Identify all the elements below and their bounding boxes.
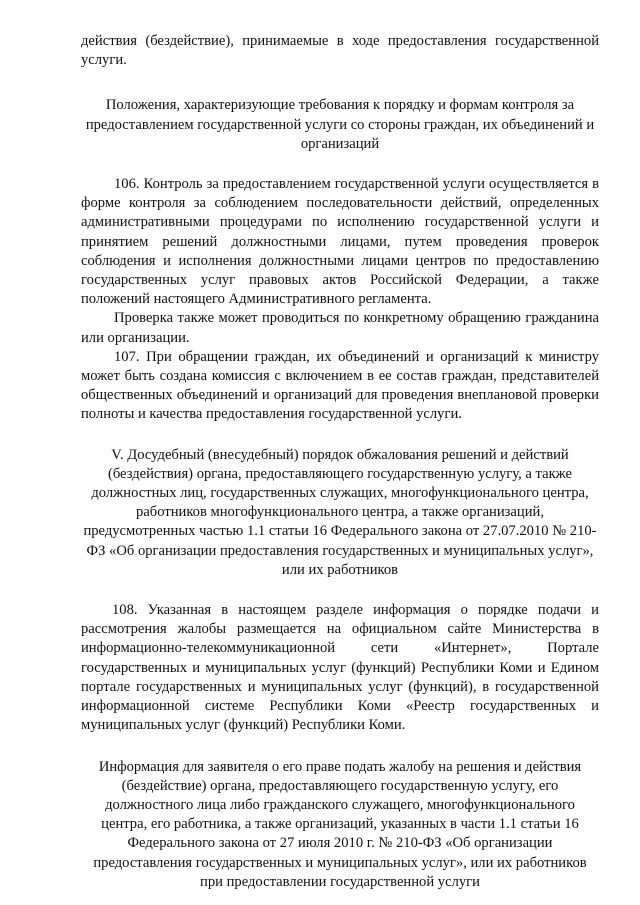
spacer [81,70,599,96]
control-heading: Положения, характеризующие требования к порядку и формам контроля за предоставлением государственной услуги со стороны граждан, их объединений и организаций [85,97,595,152]
paragraph-108: 108. Указанная в настоящем разделе информация о порядке подачи и рассмотрения жалобы размещается на официальном сайте Министерства в информационно-телекоммуникационной сети «Интернет», Портале государственных и муниципальных услуг (функций) Республики Коми и Едином портале государственных и муниципальных услуг (функций), в государственной информационной системе Республики Коми «Реестр государственных и муниципальных услуг (функций) Республики Коми. [81,602,599,734]
document-page [81,32,599,892]
paragraph-107: 107. При обращении граждан, их объединений и организаций к министру может быть создана комиссия с включением в ее состав граждан, представителей общественных объединений и организаций для проведения внеплановой проверки полноты и качества предоставления государственной услуги. [81,348,599,423]
paragraph-check: Проверка также может проводиться по конкретному обращению гражданина или организации. [81,310,599,346]
spacer [81,736,599,758]
section-v-heading: V. Досудебный (внесудебный) порядок обжалования решений и действий (бездействия) органа, предоставляющего государственную услугу, а также должностных лиц, государственных служащих, многофункционального центра, работников многофункционального центра, а также организаций, предусмотренных частью 1.1 статьи 16 Федерального закона от 27.07.2010 № 210-ФЗ «Об организации предоставления государственных и муниципальных услуг», или их работников [83,446,597,578]
paragraph-106: 106. Контроль за предоставлением государственной услуги осуществляется в форме контроля за соблюдением последовательности действий, определенных административными процедурами по исполнению государственной услуги и принятием решений должностными лицами, путем проведения проверок соблюдения и исполнения должностными лицами центров по предоставлению государственных услуг правовых актов Российской Федерации, а также положений настоящего Административного регламента. [81,176,599,308]
spacer [81,425,599,446]
info-heading: Информация для заявителя о его праве подать жалобу на решения и действия (бездействие) органа, предоставляющего государственную услугу, его должностного лица либо гражданского служащего, многофункционального центра, его работника, а также организаций, указанных в части 1.1 статьи 16 Федерального закона от 27 июля 2010 г. № 210-ФЗ «Об организации предоставления государственных и муниципальных услуг», или их работников при предоставлении государственной услуги [93,758,587,890]
spacer [81,580,599,601]
spacer [81,154,599,175]
intro-paragraph: действия (бездействие), принимаемые в ходе предоставления государственной услуги. [81,33,599,69]
